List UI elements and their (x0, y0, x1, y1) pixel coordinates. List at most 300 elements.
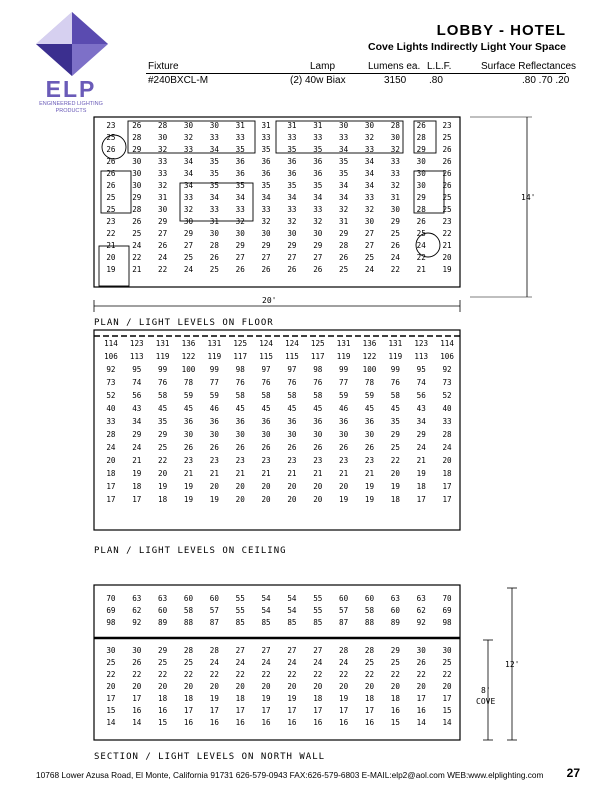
ceiling-rows-cell: 136 (362, 339, 377, 348)
wall-lower-cell: 16 (158, 706, 168, 715)
wall-lower-cell: 28 (209, 646, 219, 655)
ceiling-rows-cell: 76 (235, 378, 245, 387)
floor-rows-cell: 33 (261, 133, 271, 142)
ceiling-rows-cell: 24 (442, 443, 452, 452)
floor-rows-cell: 32 (235, 217, 245, 226)
ceiling-rows-cell: 43 (416, 404, 426, 413)
floor-rows-cell: 30 (209, 229, 219, 238)
wall-lower-cell: 25 (442, 658, 452, 667)
floor-rows-cell: 26 (442, 181, 452, 190)
ceiling-rows-cell: 45 (158, 404, 168, 413)
wall-upper-cell: 54 (287, 606, 297, 615)
ceiling-rows-cell: 20 (261, 482, 271, 491)
ceiling-rows-cell: 21 (235, 469, 245, 478)
floor-rows-cell: 26 (158, 241, 168, 250)
ceiling-rows-cell: 74 (416, 378, 426, 387)
floor-rows-cell: 34 (209, 193, 219, 202)
floor-rows-cell: 26 (390, 241, 400, 250)
floor-rows-cell: 21 (106, 241, 116, 250)
ceiling-rows-cell: 29 (390, 430, 400, 439)
ceiling-rows-cell: 52 (442, 391, 452, 400)
floor-rows-cell: 33 (287, 205, 297, 214)
wall-lower-cell: 22 (158, 670, 168, 679)
ceiling-rows-cell: 18 (442, 469, 452, 478)
floor-rows-cell: 31 (235, 121, 245, 130)
lumens-value: 3150 (384, 75, 407, 86)
floor-rows-cell: 36 (235, 169, 245, 178)
floor-rows-cell: 29 (183, 229, 194, 238)
wall-upper-cell: 55 (313, 606, 323, 615)
floor-rows-cell: 35 (339, 169, 349, 178)
wall-lower-cell: 22 (364, 670, 375, 679)
ceiling-rows-cell: 40 (106, 404, 116, 413)
footer-address: 10768 Lower Azusa Road, El Monte, California 91731 626-579-0943 FAX:626-579-6803 E-MAIL:elp2@aol.com WEB:www.elplighting.com (36, 770, 544, 780)
floor-rows-cell: 31 (313, 121, 323, 130)
ceiling-rows-cell: 26 (364, 443, 375, 452)
ceiling-rows-cell: 45 (364, 404, 375, 413)
floor-rows-cell: 34 (313, 193, 323, 202)
wall-lower-cell: 19 (261, 694, 271, 703)
floor-rows-cell: 22 (390, 265, 400, 274)
floor-rows-cell: 31 (287, 121, 297, 130)
wall-lower-cell: 15 (158, 718, 168, 727)
floor-rows-cell: 27 (158, 229, 168, 238)
ceiling-rows-cell: 34 (132, 417, 142, 426)
ceiling-rows-cell: 20 (390, 469, 400, 478)
floor-rows-cell: 22 (106, 229, 116, 238)
floor-rows-cell: 30 (183, 217, 194, 226)
floor-rows-cell: 35 (209, 157, 219, 166)
floor-rows-cell: 21 (442, 241, 452, 250)
floor-rows-cell: 30 (416, 169, 426, 178)
ceiling-rows-cell: 131 (155, 339, 170, 348)
wall-lower-cell: 22 (339, 670, 349, 679)
wall-lower-cell: 22 (209, 670, 219, 679)
wall-upper-cell: 89 (158, 618, 168, 627)
floor-rows-cell: 36 (287, 169, 297, 178)
wall-lower-cell: 30 (442, 646, 452, 655)
wall-lower-cell: 17 (313, 706, 323, 715)
floor-rows-cell: 24 (132, 241, 142, 250)
wall-upper-cell: 92 (132, 618, 142, 627)
wall-upper-cell: 63 (416, 594, 426, 603)
ceiling-rows-cell: 23 (364, 456, 375, 465)
wall-lower-cell: 20 (390, 682, 400, 691)
floor-rows-cell: 29 (416, 145, 426, 154)
ceiling-light-levels-grid (98, 339, 460, 504)
floor-rows-cell: 32 (261, 217, 271, 226)
ceiling-rows-cell: 19 (364, 495, 375, 504)
wall-lower-cell: 28 (183, 646, 194, 655)
cove-label: COVE (476, 697, 496, 706)
wall-lower-cell: 27 (235, 646, 245, 655)
floor-rows-cell: 30 (416, 157, 426, 166)
ceiling-rows-cell: 119 (336, 352, 351, 361)
wall-lower-cell: 15 (390, 718, 400, 727)
wall-lower-cell: 24 (313, 658, 323, 667)
wall-lower-cell: 16 (209, 718, 219, 727)
floor-rows-cell: 29 (416, 193, 426, 202)
wall-lower-cell: 14 (442, 718, 452, 727)
floor-height-label: 14' (521, 193, 536, 202)
floor-rows-cell: 24 (416, 241, 426, 250)
floor-rows-cell: 34 (209, 145, 219, 154)
wall-lower-cell: 19 (339, 694, 349, 703)
wall-lower-cell: 20 (287, 682, 297, 691)
wall-lower-cell: 22 (442, 670, 452, 679)
ceiling-rows-cell: 28 (106, 430, 116, 439)
ceiling-rows-cell: 33 (442, 417, 452, 426)
ceiling-rows-cell: 29 (416, 430, 426, 439)
floor-rows-cell: 33 (339, 133, 349, 142)
ceiling-rows-cell: 17 (106, 495, 116, 504)
floor-rows-cell: 28 (132, 205, 142, 214)
floor-rows-cell: 33 (209, 133, 219, 142)
wall-lower-cell: 17 (209, 706, 219, 715)
floor-rows-cell: 28 (132, 133, 142, 142)
ceiling-rows-cell: 23 (261, 456, 271, 465)
floor-rows-cell: 26 (132, 121, 142, 130)
floor-rows-cell: 33 (158, 169, 168, 178)
ceiling-rows-cell: 131 (207, 339, 222, 348)
wall-lower-cell: 14 (416, 718, 426, 727)
floor-rows-cell: 27 (235, 253, 245, 262)
floor-rows-cell: 21 (132, 265, 142, 274)
ceiling-rows-cell: 21 (209, 469, 219, 478)
ceiling-rows-cell: 115 (259, 352, 273, 361)
wall-upper-cell: 88 (183, 618, 194, 627)
floor-rows-cell: 27 (313, 253, 323, 262)
floor-caption: PLAN / LIGHT LEVELS ON FLOOR (94, 318, 274, 328)
ceiling-rows-cell: 20 (287, 482, 297, 491)
wall-upper-cell: 54 (287, 594, 297, 603)
floor-rows-cell: 25 (442, 133, 452, 142)
wall-lower-cell: 14 (132, 718, 142, 727)
ceiling-rows-cell: 40 (442, 404, 452, 413)
floor-rows-cell: 23 (106, 217, 116, 226)
ceiling-rows-cell: 122 (362, 352, 377, 361)
ceiling-rows-cell: 17 (106, 482, 116, 491)
wall-upper-cell: 89 (390, 618, 400, 627)
wall-upper-cell: 58 (364, 606, 375, 615)
ceiling-rows-cell: 59 (364, 391, 375, 400)
floor-rows-cell: 26 (209, 253, 219, 262)
wall-lower-cell: 16 (183, 718, 194, 727)
floor-rows-cell: 33 (183, 145, 194, 154)
ceiling-rows-cell: 136 (181, 339, 196, 348)
ceiling-rows-cell: 124 (285, 339, 299, 348)
floor-rows-cell: 26 (287, 265, 297, 274)
wall-lower-cell: 22 (183, 670, 194, 679)
wall-lower-cell: 29 (390, 646, 400, 655)
floor-rows-cell: 30 (261, 229, 271, 238)
floor-rows-cell: 35 (261, 145, 271, 154)
floor-rows-cell: 25 (442, 193, 452, 202)
ceiling-rows-cell: 22 (158, 456, 168, 465)
floor-rows-cell: 25 (390, 229, 400, 238)
ceiling-rows-cell: 106 (440, 352, 454, 361)
ceiling-rows-cell: 21 (183, 469, 194, 478)
ceiling-rows-cell: 45 (261, 404, 271, 413)
floor-rows-cell: 32 (339, 205, 349, 214)
ceiling-rows-cell: 30 (261, 430, 271, 439)
fixture-label: Fixture (148, 61, 179, 72)
floor-rows-cell: 26 (442, 169, 452, 178)
logo-subtitle: ENGINEERED LIGHTING PRODUCTS (39, 101, 103, 114)
ceiling-rows-cell: 30 (339, 430, 349, 439)
ceiling-rows-cell: 45 (183, 404, 194, 413)
ceiling-rows-cell: 30 (209, 430, 219, 439)
ceiling-rows-cell: 33 (106, 417, 116, 426)
wall-upper-cell: 70 (442, 594, 452, 603)
wall-lower-cell: 26 (416, 658, 426, 667)
ceiling-rows-cell: 92 (106, 365, 116, 374)
ceiling-rows-cell: 36 (261, 417, 271, 426)
ceiling-rows-cell: 99 (339, 365, 349, 374)
ceiling-rows-cell: 58 (287, 391, 297, 400)
ceiling-rows-cell: 99 (209, 365, 219, 374)
floor-rows-cell: 33 (313, 133, 323, 142)
ceiling-rows-cell: 36 (209, 417, 219, 426)
ceiling-rows-cell: 20 (287, 495, 297, 504)
wall-lower-cell: 16 (261, 718, 271, 727)
wall-lower-cell: 25 (106, 658, 116, 667)
wall-lower-cell: 16 (364, 718, 375, 727)
ceiling-rows-cell: 131 (388, 339, 403, 348)
ceiling-rows-cell: 19 (364, 482, 375, 491)
ceiling-rows-cell: 58 (158, 391, 168, 400)
floor-rows-cell: 34 (183, 181, 194, 190)
wall-upper-cell: 85 (261, 618, 271, 627)
floor-rows-cell: 25 (106, 193, 116, 202)
ceiling-rows-cell: 45 (287, 404, 297, 413)
ceiling-rows-cell: 17 (442, 495, 452, 504)
wall-lower-cell: 30 (416, 646, 426, 655)
floor-rows-cell: 33 (313, 205, 323, 214)
floor-rows-cell: 25 (442, 205, 452, 214)
floor-rows-cell: 29 (235, 241, 245, 250)
ceiling-rows-cell: 76 (313, 378, 323, 387)
wall-lower-cell: 18 (235, 694, 245, 703)
ceiling-rows-cell: 21 (339, 469, 349, 478)
wall-lower-cell: 27 (261, 646, 271, 655)
wall-lower-cell: 25 (390, 658, 400, 667)
floor-rows-cell: 24 (364, 265, 375, 274)
wall-lower-cell: 17 (183, 706, 194, 715)
ceiling-rows-cell: 119 (207, 352, 222, 361)
ceiling-rows-cell: 52 (106, 391, 116, 400)
wall-lower-cell: 30 (106, 646, 116, 655)
floor-rows-cell: 35 (209, 181, 219, 190)
ceiling-rows-cell: 21 (261, 469, 271, 478)
ceiling-rows-cell: 131 (336, 339, 351, 348)
floor-rows-cell: 25 (183, 253, 194, 262)
ceiling-rows-cell: 17 (416, 495, 426, 504)
wall-lower-cell: 28 (339, 646, 349, 655)
ceiling-rows-cell: 74 (132, 378, 142, 387)
floor-rows-cell: 31 (261, 121, 271, 130)
ceiling-rows-cell: 73 (106, 378, 116, 387)
ceiling-rows-cell: 46 (209, 404, 219, 413)
wall-lower-cell: 16 (287, 718, 297, 727)
floor-rows-cell: 33 (364, 193, 375, 202)
floor-rows-cell: 30 (235, 229, 245, 238)
wall-upper-cell: 55 (313, 594, 323, 603)
wall-upper-cell: 69 (106, 606, 116, 615)
wall-lower-cell: 20 (209, 682, 219, 691)
floor-rows-cell: 24 (390, 253, 400, 262)
wall-lower-cell: 20 (364, 682, 375, 691)
ceiling-rows-cell: 23 (339, 456, 349, 465)
floor-rows-cell: 33 (209, 205, 219, 214)
floor-rows-cell: 33 (364, 145, 375, 154)
floor-light-levels-grid (98, 121, 460, 274)
floor-rows-cell: 30 (158, 133, 168, 142)
floor-rows-cell: 32 (158, 145, 168, 154)
wall-upper-cell: 60 (209, 594, 219, 603)
floor-rows-cell: 36 (313, 157, 323, 166)
floor-rows-cell: 22 (132, 253, 142, 262)
ceiling-rows-cell: 106 (104, 352, 118, 361)
ceiling-rows-cell: 119 (388, 352, 403, 361)
ceiling-rows-cell: 73 (442, 378, 452, 387)
ceiling-rows-cell: 99 (158, 365, 168, 374)
wall-lower-cell: 16 (416, 706, 426, 715)
ceiling-rows-cell: 43 (132, 404, 142, 413)
ceiling-rows-cell: 58 (313, 391, 323, 400)
floor-rows-cell: 26 (106, 181, 116, 190)
ceiling-rows-cell: 76 (287, 378, 297, 387)
floor-rows-cell: 27 (261, 253, 271, 262)
wall-lower-cell: 18 (390, 694, 400, 703)
ceiling-rows-cell: 45 (235, 404, 245, 413)
wall-lower-cell: 16 (390, 706, 400, 715)
ceiling-rows-cell: 20 (209, 482, 219, 491)
ceiling-rows-cell: 76 (261, 378, 271, 387)
ceiling-rows-cell: 100 (181, 365, 196, 374)
floor-rows-cell: 26 (416, 217, 426, 226)
floor-rows-cell: 31 (209, 217, 219, 226)
wall-lower-cell: 22 (106, 670, 116, 679)
floor-rows-cell: 32 (183, 205, 194, 214)
lumens-label: Lumens ea. (368, 61, 421, 72)
floor-rows-cell: 35 (313, 181, 323, 190)
ceiling-rows-cell: 76 (158, 378, 168, 387)
wall-lower-cell: 25 (183, 658, 194, 667)
wall-lower-cell: 22 (132, 670, 142, 679)
ceiling-rows-cell: 95 (416, 365, 426, 374)
floor-rows-cell: 20 (106, 253, 116, 262)
floor-rows-cell: 35 (209, 169, 219, 178)
floor-rows-cell: 35 (313, 145, 323, 154)
wall-upper-cell: 92 (416, 618, 426, 627)
ceiling-rows-cell: 30 (235, 430, 245, 439)
wall-lower-cell: 24 (339, 658, 349, 667)
ceiling-rows-cell: 17 (442, 482, 452, 491)
ceiling-rows-cell: 18 (158, 495, 168, 504)
floor-rows-cell: 29 (132, 145, 142, 154)
floor-rows-cell: 23 (106, 121, 116, 130)
floor-rows-cell: 34 (364, 169, 375, 178)
floor-rows-cell: 31 (158, 193, 168, 202)
floor-rows-cell: 32 (364, 205, 375, 214)
ceiling-rows-cell: 56 (416, 391, 426, 400)
floor-rows-cell: 30 (390, 133, 400, 142)
floor-rows-cell: 23 (442, 217, 452, 226)
floor-rows-cell: 26 (442, 157, 452, 166)
ceiling-rows-cell: 30 (313, 430, 323, 439)
wall-lower-cell: 17 (364, 706, 375, 715)
ceiling-rows-cell: 98 (313, 365, 323, 374)
wall-lower-cell: 24 (235, 658, 245, 667)
floor-rows-cell: 30 (158, 205, 168, 214)
floor-rows-cell: 29 (313, 241, 323, 250)
floor-rows-cell: 26 (442, 145, 452, 154)
floor-rows-cell: 35 (339, 157, 349, 166)
ceiling-rows-cell: 115 (285, 352, 299, 361)
ceiling-rows-cell: 26 (183, 443, 194, 452)
ceiling-rows-cell: 92 (442, 365, 452, 374)
ceiling-rows-cell: 119 (155, 352, 170, 361)
ceiling-rows-cell: 26 (313, 443, 323, 452)
floor-rows-cell: 35 (235, 181, 245, 190)
floor-rows-cell: 25 (106, 205, 116, 214)
ceiling-rows-cell: 45 (313, 404, 323, 413)
wall-lower-cell: 17 (339, 706, 349, 715)
ceiling-rows-cell: 123 (414, 339, 429, 348)
wall-lower-cell: 17 (287, 706, 297, 715)
ceiling-rows-cell: 36 (339, 417, 349, 426)
wall-lower-cell: 16 (235, 718, 245, 727)
wall-lower-cell: 16 (313, 718, 323, 727)
ceiling-rows-cell: 78 (183, 378, 194, 387)
floor-rows-cell: 30 (132, 181, 142, 190)
wall-lower-cell: 17 (442, 694, 452, 703)
ceiling-rows-cell: 122 (181, 352, 196, 361)
ceiling-rows-cell: 117 (310, 352, 325, 361)
wall-lower-cell: 22 (235, 670, 245, 679)
ceiling-rows-cell: 17 (132, 495, 142, 504)
floor-rows-cell: 30 (364, 121, 375, 130)
ceiling-rows-cell: 19 (416, 469, 426, 478)
ceiling-rows-cell: 113 (414, 352, 429, 361)
reflectances-label: Surface Reflectances (481, 61, 577, 72)
ceiling-rows-cell: 36 (313, 417, 323, 426)
wall-lower-cell: 18 (183, 694, 194, 703)
ceiling-rows-cell: 23 (183, 456, 194, 465)
wall-upper-cell: 69 (442, 606, 452, 615)
wall-lower-cell: 16 (339, 718, 349, 727)
wall-lower-cell: 17 (132, 694, 142, 703)
floor-rows-cell: 34 (261, 193, 271, 202)
ceiling-rows-cell: 20 (261, 495, 271, 504)
floor-rows-cell: 32 (183, 133, 194, 142)
ceiling-rows-cell: 77 (209, 378, 219, 387)
floor-rows-cell: 26 (339, 253, 349, 262)
floor-rows-cell: 30 (313, 229, 323, 238)
page-subtitle: Cove Lights Indirectly Light Your Space (368, 41, 566, 53)
ceiling-rows-cell: 97 (287, 365, 297, 374)
wall-upper-cell: 57 (339, 606, 349, 615)
ceiling-rows-cell: 19 (183, 482, 194, 491)
wall-upper-light-levels-grid (98, 594, 460, 627)
wall-lower-cell: 17 (261, 706, 271, 715)
ceiling-rows-cell: 24 (132, 443, 142, 452)
ceiling-rows-cell: 56 (132, 391, 142, 400)
wall-lower-cell: 15 (442, 706, 452, 715)
floor-rows-cell: 36 (235, 157, 245, 166)
reflectances-value: .80 .70 .20 (522, 75, 570, 86)
